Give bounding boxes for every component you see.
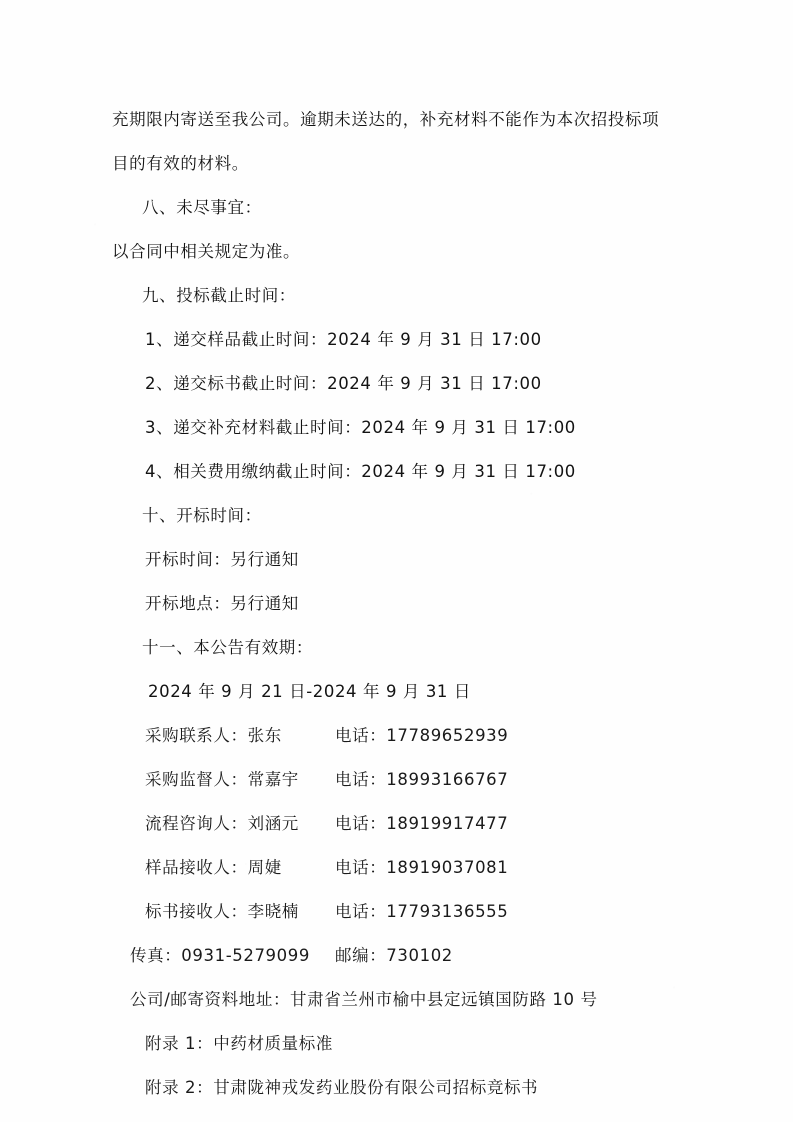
postcode: 邮编：730102: [335, 946, 453, 965]
contact-phone: 电话：18993166767: [335, 770, 509, 789]
contact-phone: 电话：17789652939: [335, 726, 509, 745]
contact-role: 标书接收人：李晓楠: [145, 902, 299, 921]
contact-role: 流程咨询人：刘涵元: [145, 814, 299, 833]
section-body-eight: 以合同中相关规定为准。: [112, 242, 301, 261]
contact-role: 样品接收人：周婕: [145, 858, 282, 877]
section-heading-eight: 八、未尽事宜：: [142, 198, 262, 217]
fax-number: 传真：0931-5279099: [130, 946, 310, 965]
section-heading-nine: 九、投标截止时间：: [142, 286, 296, 305]
deadline-item-1: 1、递交样品截止时间：2024 年 9 月 31 日 17:00: [145, 330, 542, 349]
contact-role: 采购监督人：常嘉宇: [145, 770, 299, 789]
appendix-item-2: 附录 2：甘肃陇神戎发药业股份有限公司招标竞标书: [145, 1078, 539, 1097]
appendix-item-1: 附录 1：中药材质量标准: [145, 1034, 333, 1053]
deadline-item-2: 2、递交标书截止时间：2024 年 9 月 31 日 17:00: [145, 374, 542, 393]
contact-row: [112, 890, 692, 934]
fax-postcode-row: [112, 934, 692, 978]
paragraph-continuation: 充期限内寄送至我公司。逾期未送达的，补充材料不能作为本次招投标项目的有效的材料。: [112, 110, 660, 173]
contact-phone: 电话：18919917477: [335, 814, 509, 833]
validity-range: 2024 年 9 月 21 日-2024 年 9 月 31 日: [148, 682, 471, 701]
deadline-item-3: 3、递交补充材料截止时间：2024 年 9 月 31 日 17:00: [145, 418, 576, 437]
document-body: [112, 98, 692, 1110]
contact-row: [112, 846, 692, 890]
contact-row: [112, 802, 692, 846]
contact-phone: 电话：18919037081: [335, 858, 509, 877]
contact-row: [112, 758, 692, 802]
bid-opening-place: 开标地点：另行通知: [145, 594, 299, 613]
contact-row: [112, 714, 692, 758]
company-address: 公司/邮寄资料地址：甘肃省兰州市榆中县定远镇国防路 10 号: [130, 990, 598, 1009]
contact-phone: 电话：17793136555: [335, 902, 509, 921]
deadline-item-4: 4、相关费用缴纳截止时间：2024 年 9 月 31 日 17:00: [145, 462, 576, 481]
section-heading-eleven: 十一、本公告有效期：: [142, 638, 313, 657]
bid-opening-time: 开标时间：另行通知: [145, 550, 299, 569]
contact-role: 采购联系人：张东: [145, 726, 282, 745]
section-heading-ten: 十、开标时间：: [142, 506, 262, 525]
